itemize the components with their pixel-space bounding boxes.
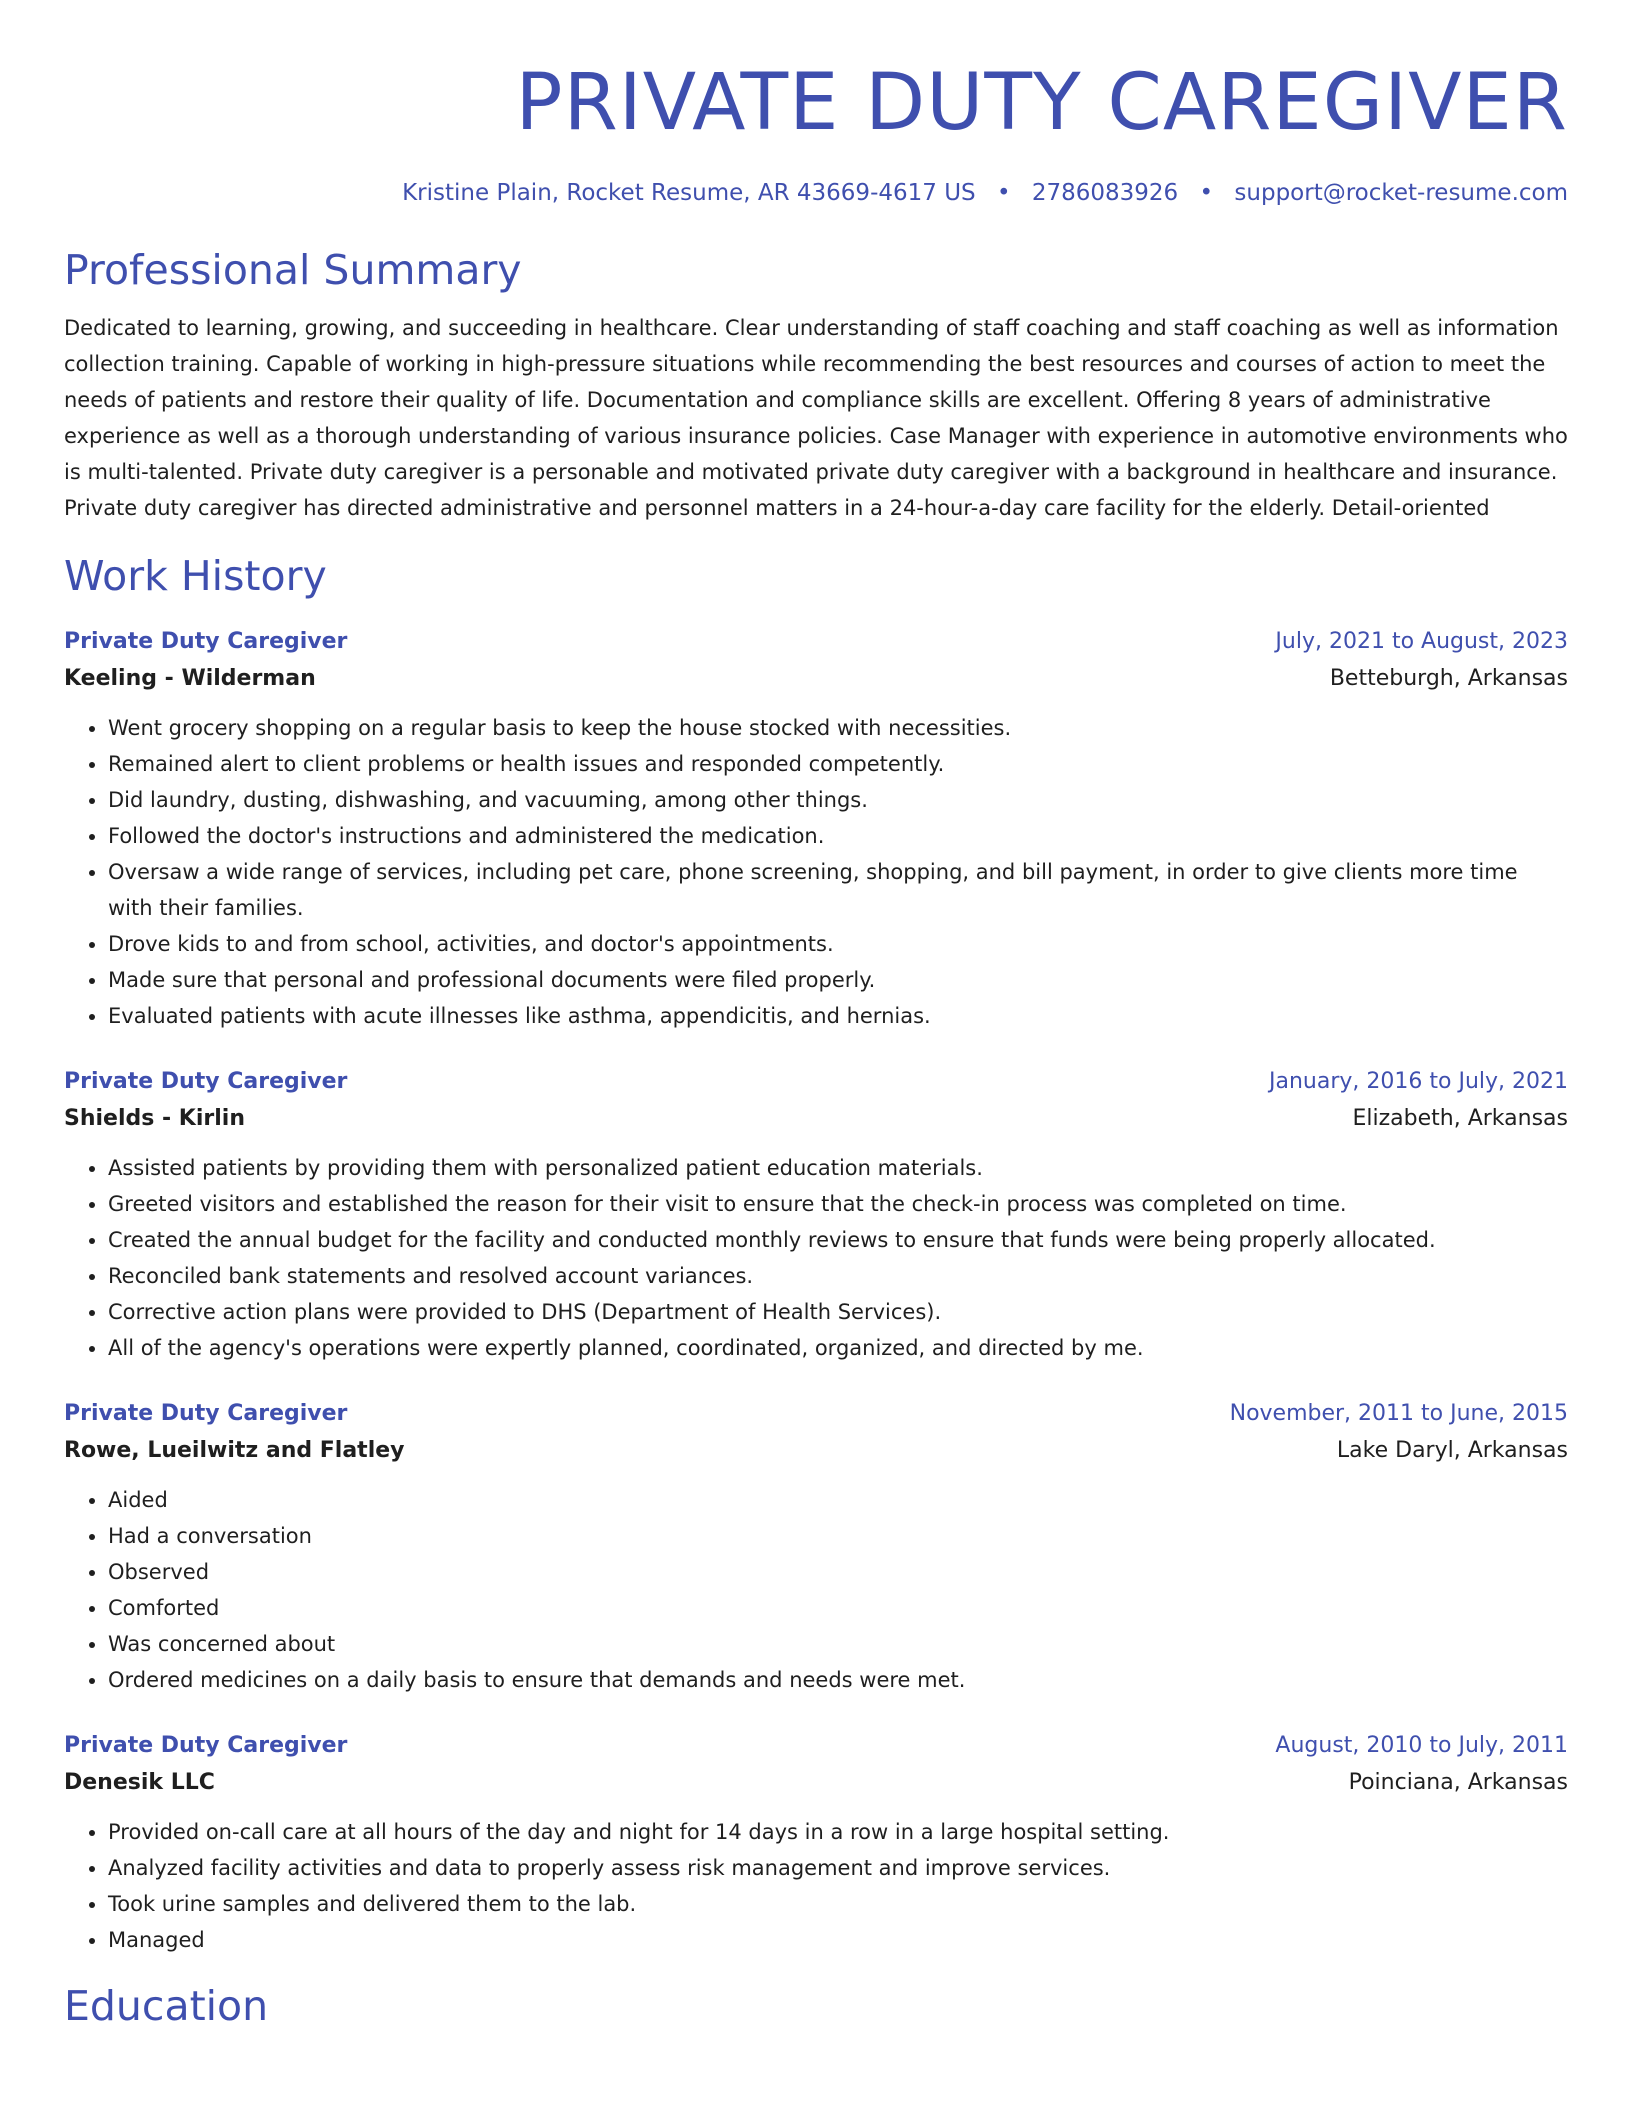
job-company-row: [64, 1432, 1568, 1470]
job-bullet: • Went grocery shopping on a regular basis to keep the house stocked with necessities.: [108, 710, 1568, 746]
job-bullet: • Corrective action plans were provided to DHS (Department of Health Services).: [108, 1294, 1568, 1330]
job-title-row: [64, 1064, 1568, 1100]
job-title-row: [64, 624, 1568, 660]
job-bullet-list: [64, 1150, 1568, 1366]
job-bullet: • Aided: [108, 1482, 1568, 1518]
job-bullet: • Observed: [108, 1554, 1568, 1590]
job-bullet: • Analyzed facility activities and data to properly assess risk management and improve services.: [108, 1850, 1568, 1886]
contact-email: support@rocket-resume.com: [1234, 180, 1568, 206]
job-entry: [64, 1728, 1568, 1958]
job-company-row: [64, 1100, 1568, 1138]
resume-page: [64, 0, 1568, 2032]
job-dates: November, 2011 to June, 2015: [1229, 1401, 1568, 1426]
contact-separator: •: [1199, 180, 1214, 206]
job-dates: July, 2021 to August, 2023: [1275, 629, 1568, 654]
job-title-row: [64, 1728, 1568, 1764]
job-title: Private Duty Caregiver: [64, 1733, 348, 1758]
job-company-row: [64, 660, 1568, 698]
job-bullet: • Followed the doctor's instructions and administered the medication.: [108, 818, 1568, 854]
job-location: Lake Daryl, Arkansas: [1336, 1438, 1568, 1463]
job-bullet: • Managed: [108, 1922, 1568, 1958]
job-bullet: • Had a conversation: [108, 1518, 1568, 1554]
job-company-row: [64, 1764, 1568, 1802]
contact-separator: •: [996, 180, 1011, 206]
job-title-row: [64, 1396, 1568, 1432]
job-title: Private Duty Caregiver: [64, 1401, 348, 1426]
job-title: Private Duty Caregiver: [64, 1069, 348, 1094]
job-bullet: • Created the annual budget for the facility and conducted monthly reviews to ensure that funds were being properly allocated.: [108, 1222, 1568, 1258]
job-bullet: • Evaluated patients with acute illnesses like asthma, appendicitis, and hernias.: [108, 998, 1568, 1034]
summary-heading: Professional Summary: [64, 246, 522, 294]
job-entry: [64, 624, 1568, 1034]
job-company: Rowe, Lueilwitz and Flatley: [64, 1438, 405, 1463]
job-bullet: • Ordered medicines on a daily basis to ensure that demands and needs were met.: [108, 1662, 1568, 1698]
job-bullet-list: [64, 710, 1568, 1034]
resume-title: PRIVATE DUTY CAREGIVER: [515, 58, 1568, 148]
job-dates: January, 2016 to July, 2021: [1269, 1069, 1568, 1094]
work-history-heading: Work History: [64, 552, 327, 600]
job-entry: [64, 1064, 1568, 1366]
contact-address: Kristine Plain, Rocket Resume, AR 43669-4617 US: [402, 180, 976, 206]
job-title: Private Duty Caregiver: [64, 629, 348, 654]
job-bullet: • All of the agency's operations were expertly planned, coordinated, organized, and directed by me.: [108, 1330, 1568, 1366]
job-entry: [64, 1396, 1568, 1698]
job-bullet: • Made sure that personal and professional documents were filed properly.: [108, 962, 1568, 998]
job-bullet: • Assisted patients by providing them with personalized patient education materials.: [108, 1150, 1568, 1186]
job-bullet: • Provided on-call care at all hours of the day and night for 14 days in a row in a large hospital setting.: [108, 1814, 1568, 1850]
contact-line: [64, 178, 1568, 208]
job-dates: August, 2010 to July, 2011: [1275, 1733, 1568, 1758]
job-location: Poinciana, Arkansas: [1348, 1770, 1568, 1795]
job-location: Elizabeth, Arkansas: [1352, 1106, 1568, 1131]
job-bullet: • Was concerned about: [108, 1626, 1568, 1662]
contact-phone: 2786083926: [1031, 180, 1179, 206]
job-company: Denesik LLC: [64, 1770, 215, 1795]
job-bullet-list: [64, 1482, 1568, 1698]
job-company: Keeling - Wilderman: [64, 666, 316, 691]
job-bullet: • Oversaw a wide range of services, including pet care, phone screening, shopping, and bill payment, in order to give clients more time with their families.: [108, 854, 1568, 926]
job-bullet: • Remained alert to client problems or health issues and responded competently.: [108, 746, 1568, 782]
job-bullet: • Comforted: [108, 1590, 1568, 1626]
job-bullet: • Did laundry, dusting, dishwashing, and vacuuming, among other things.: [108, 782, 1568, 818]
job-bullet: • Drove kids to and from school, activities, and doctor's appointments.: [108, 926, 1568, 962]
job-bullet: • Reconciled bank statements and resolved account variances.: [108, 1258, 1568, 1294]
education-heading: Education: [64, 1982, 269, 2030]
job-bullet-list: [64, 1814, 1568, 1958]
job-location: Betteburgh, Arkansas: [1329, 666, 1568, 691]
work-history-list: [64, 624, 1568, 1958]
job-bullet: • Took urine samples and delivered them to the lab.: [108, 1886, 1568, 1922]
job-company: Shields - Kirlin: [64, 1106, 245, 1131]
summary-text: Dedicated to learning, growing, and succeeding in healthcare. Clear understanding of staff coaching and staff coaching as well as information collection training. Capable of working in high-pressure situations while recommending the best resources and courses of action to meet the needs of patients and restore their quality of life. Documentation and compliance skills are excellent. Offering 8 years of administrative experience as well as a thorough understanding of various insurance policies. Case Manager with experience in automotive environments who is multi-talented. Private duty caregiver is a personable and motivated private duty caregiver with a background in healthcare and insurance. Private duty caregiver has directed administrative and personnel matters in a 24-hour-a-day care facility for the elderly. Detail-oriented: [64, 316, 1568, 520]
job-bullet: • Greeted visitors and established the reason for their visit to ensure that the check-in process was completed on time.: [108, 1186, 1568, 1222]
